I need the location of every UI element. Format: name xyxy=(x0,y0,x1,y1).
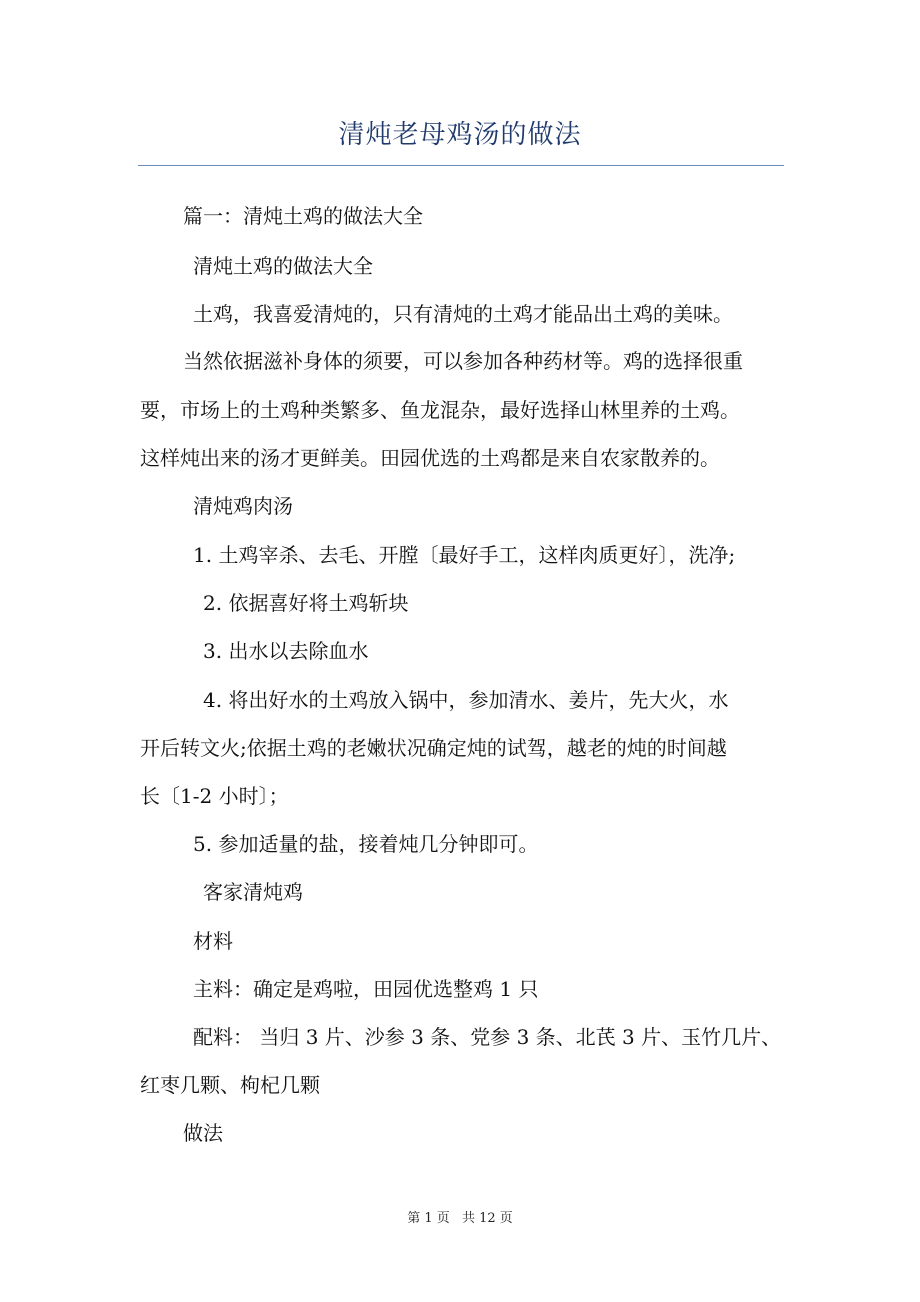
page-number: 第 1 页 xyxy=(407,1211,450,1226)
page-title: 清炖老母鸡汤的做法 xyxy=(338,120,582,150)
list-item: 3. 出水以去除血水 xyxy=(203,639,369,663)
list-item: 5. 参加适量的盐，接着炖几分钟即可。 xyxy=(193,832,539,856)
subheading: 材料 xyxy=(193,929,233,953)
section-heading: 篇一：清炖土鸡的做法大全 xyxy=(183,204,423,228)
paragraph-line: 当然依据滋补身体的须要，可以参加各种药材等。鸡的选择很重 xyxy=(183,349,743,373)
title-divider xyxy=(138,165,784,166)
page-footer xyxy=(0,1207,920,1226)
list-item: 1. 土鸡宰杀、去毛、开膛〔最好手工，这样肉质更好〕，洗净; xyxy=(193,543,736,567)
paragraph-line: 这样炖出来的汤才更鲜美。田园优选的土鸡都是来自农家散养的。 xyxy=(140,446,720,470)
paragraph-line: 主料：确定是鸡啦，田园优选整鸡 1 只 xyxy=(193,977,539,1001)
subheading: 清炖土鸡的做法大全 xyxy=(193,254,373,278)
paragraph-line: 土鸡，我喜爱清炖的，只有清炖的土鸡才能品出土鸡的美味。 xyxy=(193,302,733,326)
paragraph-line: 红枣几颗、枸杞几颗 xyxy=(140,1073,320,1097)
list-item: 2. 依据喜好将土鸡斩块 xyxy=(203,591,409,615)
paragraph-line: 长〔1-2 小时〕； xyxy=(140,784,289,808)
subheading: 客家清炖鸡 xyxy=(203,880,303,904)
page-total: 共 12 页 xyxy=(461,1211,513,1226)
paragraph-line: 要，市场上的土鸡种类繁多、鱼龙混杂，最好选择山林里养的土鸡。 xyxy=(140,398,740,422)
paragraph-line: 开后转文火;依据土鸡的老嫩状况确定炖的试驾，越老的炖的时间越 xyxy=(140,736,727,760)
subheading: 做法 xyxy=(183,1121,223,1145)
paragraph-line: 配料： 当归 3 片、沙参 3 条、党参 3 条、北芪 3 片、玉竹几片、 xyxy=(193,1025,782,1049)
list-item: 4. 将出好水的土鸡放入锅中，参加清水、姜片，先大火，水 xyxy=(203,688,729,712)
subheading: 清炖鸡肉汤 xyxy=(193,494,293,518)
